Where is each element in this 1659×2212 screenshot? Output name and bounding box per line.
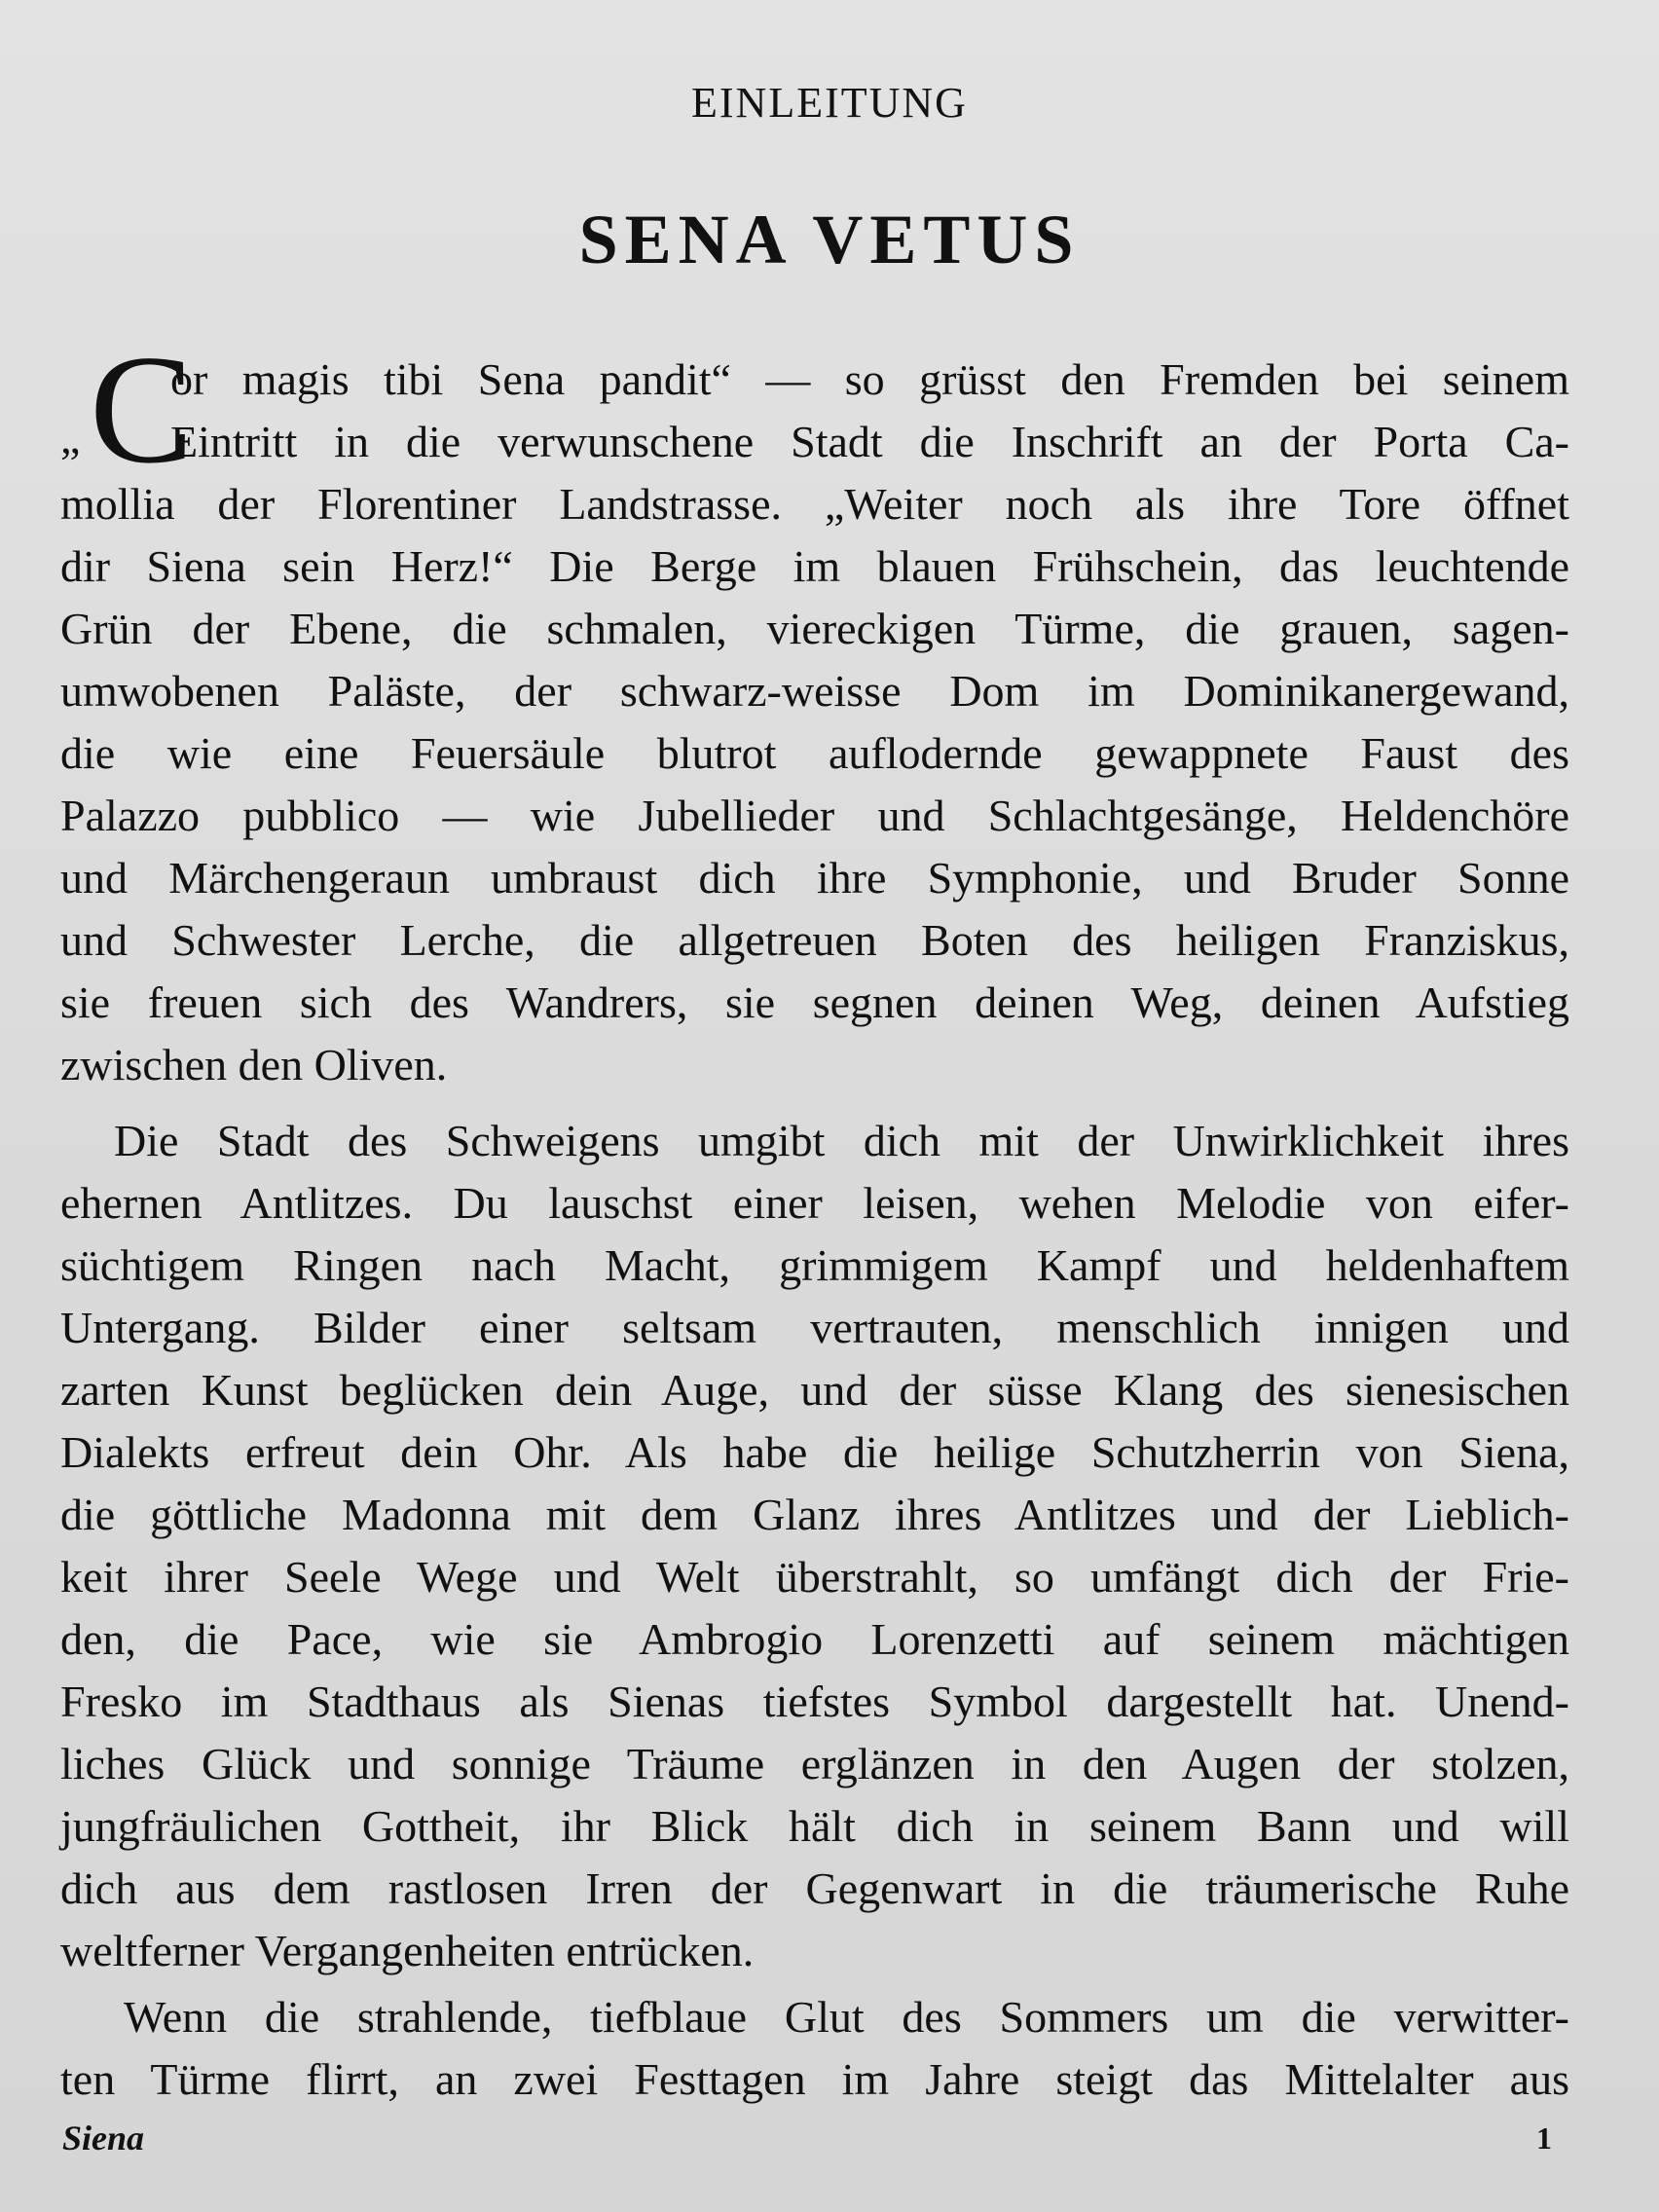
text-line: Grün der Ebene, die schmalen, viereckigen Türme, die grauen, sagen-: [60, 604, 1569, 653]
opening-quote: „: [60, 413, 81, 462]
text-line: liches Glück und sonnige Träume erglänzen in den Augen der stolzen,: [60, 1739, 1569, 1788]
page-title: SENA VETUS: [578, 201, 1081, 278]
text-line: Eintritt in die verwunschene Stadt die Inschrift an der Porta Ca-: [170, 417, 1569, 466]
text-line: weltferner Vergangenheiten entrücken.: [60, 1926, 755, 1975]
page-number: 1: [1536, 2120, 1552, 2156]
text-line: or magis tibi Sena pandit“ — so grüsst den Fremden bei seinem: [170, 354, 1569, 404]
text-line: und Märchengeraun umbraust dich ihre Symphonie, und Bruder Sonne: [60, 853, 1569, 903]
text-line: dich aus dem rastlosen Irren der Gegenwart in die träumerische Ruhe: [60, 1863, 1569, 1913]
text-line: die göttliche Madonna mit dem Glanz ihres Antlitzes und der Lieblich-: [60, 1490, 1569, 1539]
text-line: Palazzo pubblico — wie Jubellieder und Schlachtgesänge, Heldenchöre: [60, 791, 1569, 840]
text-line: süchtigem Ringen nach Macht, grimmigem Kampf und heldenhaftem: [60, 1240, 1569, 1290]
signature-mark: Siena: [62, 2119, 145, 2157]
text-line: den, die Pace, wie sie Ambrogio Lorenzetti auf seinem mächtigen: [60, 1614, 1569, 1664]
text-line: keit ihrer Seele Wege und Welt überstrahlt, so umfängt dich der Frie-: [60, 1552, 1569, 1602]
text-line: Die Stadt des Schweigens umgibt dich mit der Unwirklichkeit ihres: [114, 1116, 1569, 1165]
text-line: Wenn die strahlende, tiefblaue Glut des Sommers um die verwitter-: [124, 1992, 1569, 2042]
text-line: zwischen den Oliven.: [60, 1040, 448, 1089]
text-line: ten Türme flirrt, an zwei Festtagen im Jahre steigt das Mittelalter aus: [60, 2054, 1569, 2104]
text-line: umwobenen Paläste, der schwarz-weisse Dom im Dominikanergewand,: [60, 666, 1569, 716]
text-line: dir Siena sein Herz!“ Die Berge im blauen Frühschein, das leuchtende: [60, 541, 1569, 591]
text-line: Fresko im Stadthaus als Sienas tiefstes Symbol dargestellt hat. Unend-: [60, 1677, 1569, 1726]
section-label: EINLEITUNG: [691, 79, 968, 127]
text-line: die wie eine Feuersäule blutrot auflodernde gewappnete Faust des: [60, 728, 1569, 778]
text-line: Dialekts erfreut dein Ohr. Als habe die heilige Schutzherrin von Siena,: [60, 1427, 1569, 1477]
text-line: jungfräulichen Gottheit, ihr Blick hält dich in seinem Bann und will: [60, 1801, 1569, 1851]
text-line: Untergang. Bilder einer seltsam vertrauten, menschlich innigen und: [60, 1303, 1569, 1352]
text-line: ehernen Antlitzes. Du lauschst einer leisen, wehen Melodie von eifer-: [60, 1178, 1569, 1228]
drop-cap: C: [90, 322, 194, 496]
text-line: mollia der Florentiner Landstrasse. „Weiter noch als ihre Tore öffnet: [60, 479, 1569, 529]
text-line: sie freuen sich des Wandrers, sie segnen deinen Weg, deinen Aufstieg: [60, 977, 1569, 1027]
text-line: und Schwester Lerche, die allgetreuen Boten des heiligen Franziskus,: [60, 915, 1569, 965]
text-line: zarten Kunst beglücken dein Auge, und der süsse Klang des sienesischen: [60, 1365, 1569, 1415]
